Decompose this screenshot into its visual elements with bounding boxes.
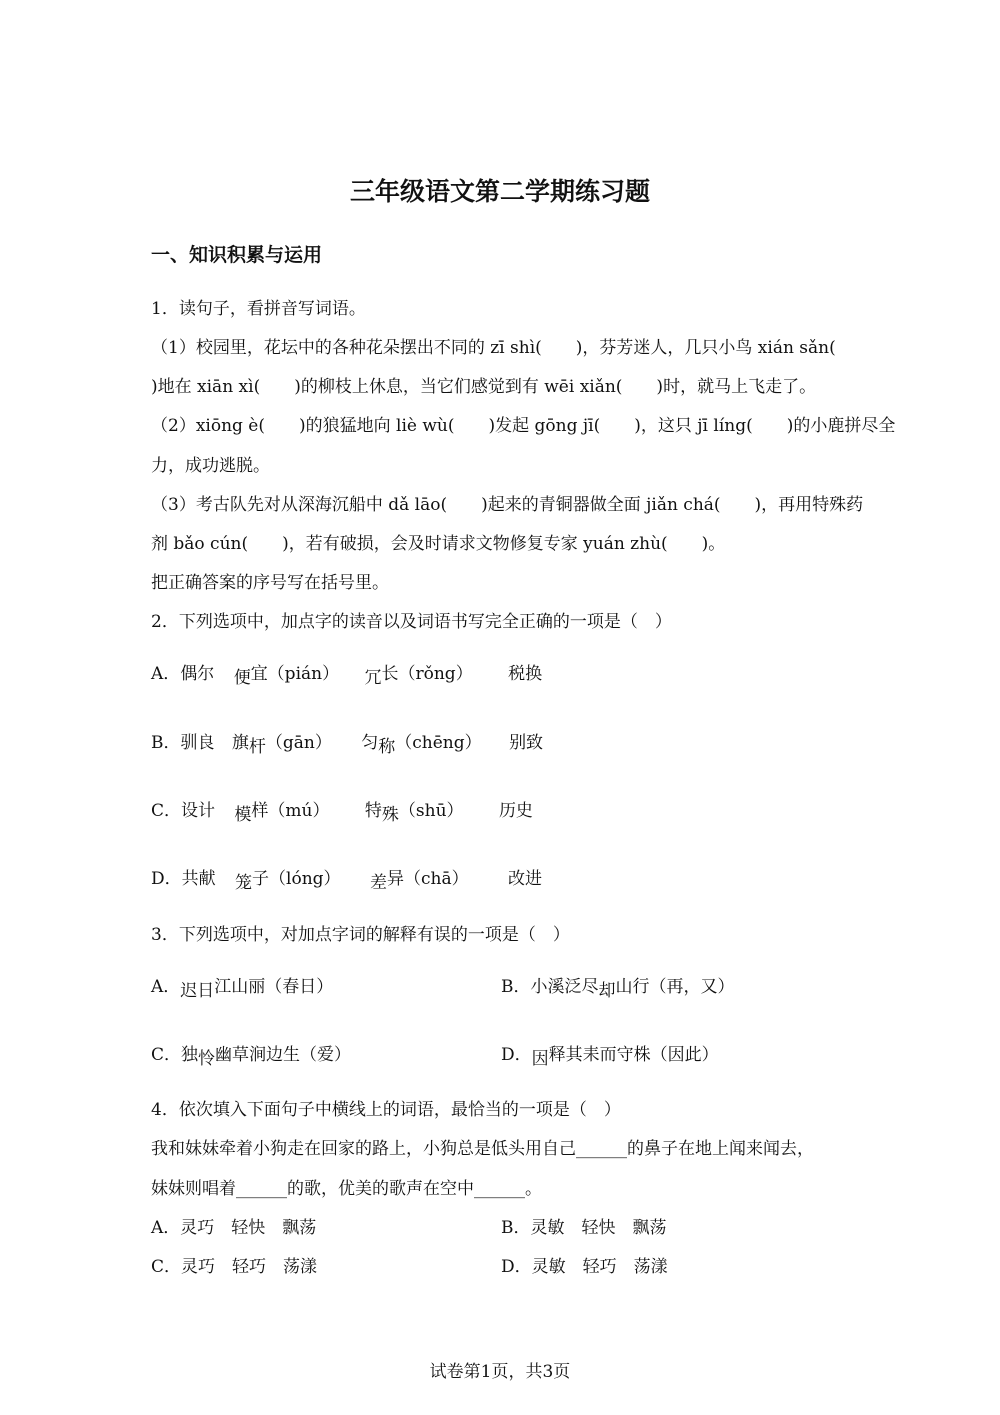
q2-option-b [151,733,544,757]
q1-line-3: （2）xiōng è( )的狼猛地向 liè wù( )发起 gōng jī( )，这只 jī líng( )的小鹿拼尽全 [151,416,896,436]
word-text: （chēng） [395,733,482,753]
option-text: 山行（再，又） [615,977,735,997]
dotted-char: 笼 [235,873,253,893]
q2-option-d [151,869,542,893]
q4-option-c: C．灵巧 轻巧 荡漾 [151,1257,318,1277]
dotted-char: 称 [378,737,396,757]
option-text: 江山丽（春日） [214,977,334,997]
q3-option-b [501,977,735,1001]
word-text: 税换 [508,664,543,684]
word-text: 历史 [498,801,533,821]
q1-line-2: )地在 xiān xì( )的柳枝上休息，当它们感觉到有 wēi xiǎn( )时，就马上飞走了。 [151,377,817,397]
q2-option-a [151,664,543,688]
dotted-char: 因 [531,1049,549,1069]
option-label: C．设计 [151,801,216,821]
option-label: B．小溪泛尽 [501,977,599,997]
word-text: 长（rǒng） [381,664,473,684]
q4-line-2: 妹妹则唱着______的歌，优美的歌声在空中______。 [151,1179,542,1199]
option-label: A．偶尔 [151,664,215,684]
dotted-char: 却 [598,981,616,1001]
q4-option-b: B．灵敏 轻快 飘荡 [501,1218,667,1238]
option-label: B．驯良 [151,733,215,753]
word-text: （shū） [398,801,464,821]
q4-line-1: 我和妹妹牵着小狗走在回家的路上，小狗总是低头用自己______的鼻子在地上闻来闻去， [151,1139,814,1159]
q1-line-1: （1）校园里，花坛中的各种花朵摆出不同的 zī shì( )，芬芳迷人，几只小鸟 xián sǎn( [151,338,836,358]
page-footer: 试卷第1页，共3页 [429,1362,571,1382]
option-text: 释其耒而守株（因此） [548,1045,719,1065]
q3-stem: 3．下列选项中，对加点字词的解释有误的一项是（ ） [151,925,570,945]
q4-option-a: A．灵巧 轻快 飘荡 [151,1218,317,1238]
q4-stem: 4．依次填入下面句子中横线上的词语，最恰当的一项是（ ） [151,1100,621,1120]
q2-stem: 2．下列选项中，加点字的读音以及词语书写完全正确的一项是（ ） [151,612,672,632]
dotted-char: 殊 [381,805,399,825]
q1-line-6: 剂 bǎo cún( )，若有破损，会及时请求文物修复专家 yuán zhù( )。 [151,534,726,554]
instruction: 把正确答案的序号写在括号里。 [151,573,389,593]
q3-option-a [151,977,334,1001]
dotted-char: 杆 [248,737,266,757]
word-text: 子（lóng） [252,869,341,889]
dotted-char: 模 [234,805,252,825]
word-text: 特 [364,801,382,821]
page-title: 三年级语文第二学期练习题 [349,177,650,206]
word-text: 旗 [231,733,249,753]
option-label: A． [151,977,181,997]
word-text: 改进 [507,869,542,889]
option-label: D．共献 [151,869,216,889]
word-text: 异（chā） [386,869,469,889]
q1-line-5: （3）考古队先对从深海沉船中 dǎ lāo( )起来的青铜器做全面 jiǎn chá( )，再用特殊药 [151,495,864,515]
dotted-char: 便 [233,668,251,688]
q1-line-4: 力，成功逃脱。 [151,456,270,476]
section-heading: 一、知识积累与运用 [151,244,323,266]
q1-stem: 1．读句子，看拼音写词语。 [151,299,366,319]
option-text: 幽草涧边生（爱） [215,1045,352,1065]
dotted-char: 怜 [198,1049,216,1069]
word-text: 别致 [509,733,544,753]
word-text: （gān） [265,733,332,753]
q2-option-c [151,801,533,825]
word-text: 宜（pián） [250,664,340,684]
q4-option-d: D．灵敏 轻巧 荡漾 [501,1257,668,1277]
option-label: D． [501,1045,532,1065]
option-label: C．独 [151,1045,199,1065]
word-text: 匀 [361,733,379,753]
dotted-char: 迟日 [180,981,215,1001]
word-text: 样（mú） [251,801,330,821]
q3-option-d [501,1045,719,1069]
dotted-char: 差 [369,873,387,893]
dotted-char: 冗 [364,668,382,688]
q3-option-c [151,1045,352,1069]
